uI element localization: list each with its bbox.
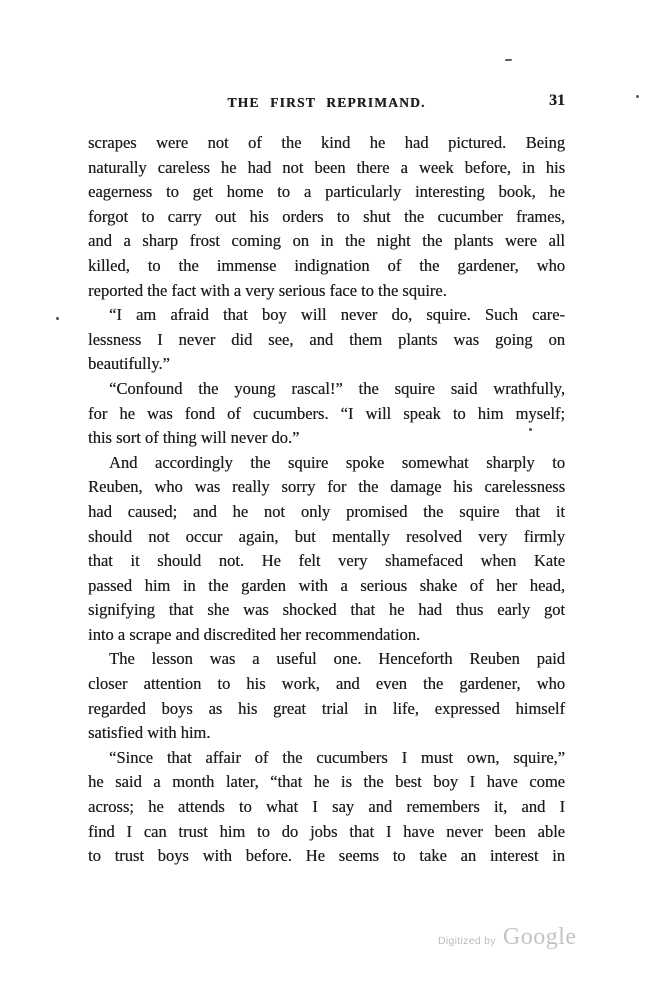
text-line: passed him in the garden with a serious shake of her head, <box>88 575 565 595</box>
text-line: reported the fact with a very serious face to the squire. <box>88 280 447 300</box>
paragraph <box>88 303 565 377</box>
text-line: had caused; and he not only promised the squire that it <box>88 501 565 521</box>
text-line: “Since that affair of the cucumbers I must own, squire,” <box>109 747 565 767</box>
text-line: forgot to carry out his orders to shut the cucumber frames, <box>88 206 565 226</box>
running-title: THE FIRST REPRIMAND. <box>227 95 426 110</box>
text-line: naturally careless he had not been there a week before, in his <box>88 157 565 177</box>
text-line: this sort of thing will never do.” <box>88 428 300 448</box>
text-line: he said a month later, “that he is the best boy I have come <box>88 772 565 792</box>
paragraph <box>88 451 565 648</box>
text-line: should not occur again, but mentally resolved very firmly <box>88 526 565 546</box>
google-logo: Google <box>502 924 577 950</box>
text-line: to trust boys with before. He seems to take an interest in <box>88 846 565 866</box>
text-line: “Confound the young rascal!” the squire said wrathfully, <box>109 378 565 398</box>
text-line: find I can trust him to do jobs that I have never been able <box>88 821 565 841</box>
text-line: killed, to the immense indignation of the gardener, who <box>88 255 565 275</box>
paragraph <box>88 746 565 869</box>
text-line: regarded boys as his great trial in life, expressed himself <box>88 698 565 718</box>
text-line: “I am afraid that boy will never do, squire. Such care- <box>109 305 565 325</box>
text-line: lessness I never did see, and them plants was going on <box>88 329 565 349</box>
text-line: for he was fond of cucumbers. “I will speak to him myself; <box>88 403 565 423</box>
text-line: The lesson was a useful one. Henceforth Reuben paid <box>109 649 565 669</box>
text-line: satisfied with him. <box>88 723 211 743</box>
page-header <box>88 92 565 117</box>
paragraph <box>88 647 565 745</box>
text-line: closer attention to his work, and even the gardener, who <box>88 674 565 694</box>
text-line: into a scrape and discredited her recommendation. <box>88 624 421 644</box>
text-line: that it should not. He felt very shamefaced when Kate <box>88 551 565 571</box>
text-line: beautifully.” <box>88 354 170 374</box>
paragraph <box>88 377 565 451</box>
text-line: scrapes were not of the kind he had pictured. Being <box>88 133 565 152</box>
scan-artifact-dot <box>529 428 532 431</box>
text-line: signifying that she was shocked that he had thus early got <box>88 600 565 620</box>
scan-artifact-dot <box>636 95 639 98</box>
page-number: 31 <box>549 92 565 109</box>
paragraph <box>88 131 565 303</box>
text-line: across; he attends to what I say and remembers it, and I <box>88 797 565 817</box>
text-line: And accordingly the squire spoke somewhat sharply to <box>109 452 565 472</box>
scan-artifact-dash <box>505 59 512 61</box>
text-line: eagerness to get home to a particularly interesting book, he <box>88 182 565 202</box>
watermark <box>438 924 577 951</box>
text-line: and a sharp frost coming on in the night the plants were all <box>88 231 565 251</box>
text-block <box>88 131 565 869</box>
scan-artifact-dot <box>56 317 59 320</box>
digitized-by-label: Digitized by <box>438 935 496 947</box>
text-line: Reuben, who was really sorry for the damage his carelessness <box>88 477 565 497</box>
